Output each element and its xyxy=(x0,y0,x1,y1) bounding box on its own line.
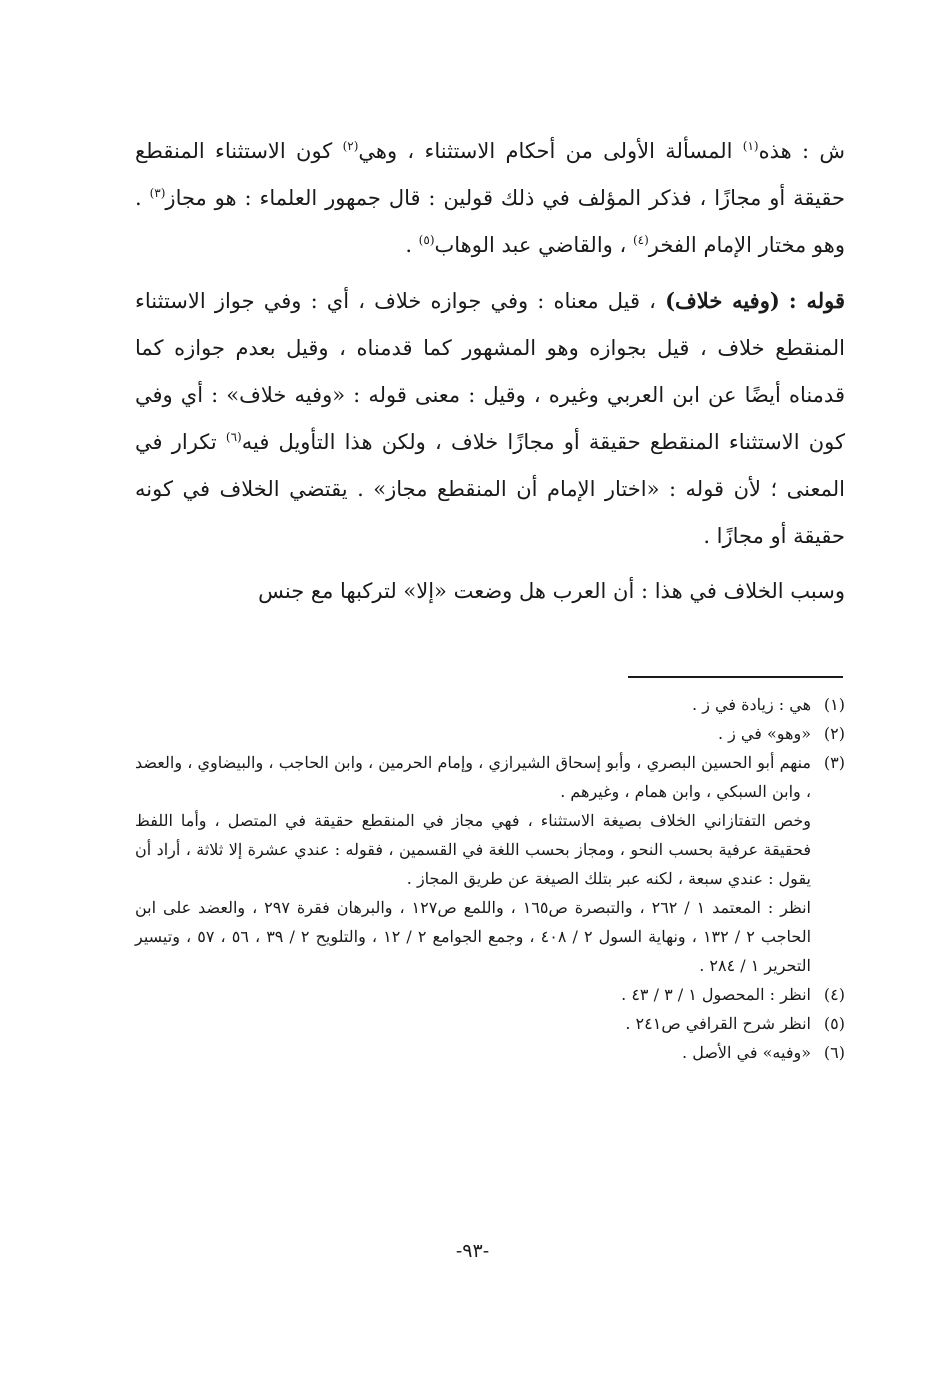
p1-segment: المسألة الأولى من أحكام الاستثناء ، وهي xyxy=(358,139,743,163)
footnote-text: وخص التفتازاني الخلاف بصيغة الاستثناء ، فهي مجاز في المنقطع حقيقة في المتصل ، وأما اللفظ فحقيقة عرفية بحسب النحو ، ومجاز بحسب اللغة في القسمين ، فقوله : عندي عشرة إلا ثلاثة ، أراد أن يقول : عندي سبعة ، لكنه عبر بتلك الصيغة عن طريق المجاز . xyxy=(135,811,812,888)
footnote-text: «وهو» في ز . xyxy=(717,724,811,743)
p1-segment: كون الاستثناء المنقطع حقيقة أو مجازًا ، فذكر المؤلف في ذلك قولين : قال جمهور العلماء : هو مجاز xyxy=(135,139,845,210)
p2-segment: ، قيل معناه : وفي جوازه خلاف ، أي : وفي جواز الاستثناء المنقطع خلاف ، قيل بجوازه وهو المشهور كما قدمناه ، وقيل بعدم جوازه كما قدمناه أيضًا عن ابن العربي وغيره ، وقيل : معنى قوله : «وفيه خلاف» : أي وفي كون الاستثناء المنقطع حقيقة أو مجازًا خلاف ، ولكن هذا التأويل فيه xyxy=(135,289,845,454)
footnote-text: انظر شرح القرافي ص٢٤١ . xyxy=(625,1014,811,1033)
footnote-text: هي : زيادة في ز . xyxy=(692,695,811,714)
footnote-number: (٢) xyxy=(823,724,845,743)
footnote-separator xyxy=(628,676,843,678)
footnote-ref-2: (٢) xyxy=(342,139,359,153)
p1-segment: ش : هذه xyxy=(758,139,845,163)
p1-segment: ، والقاضي عبد الوهاب xyxy=(434,233,633,257)
footnote-number: (٣) xyxy=(823,753,845,772)
footnote-2 xyxy=(135,719,845,748)
page-number: -٩٣- xyxy=(455,1240,490,1262)
footnote-ref-4: (٤) xyxy=(632,233,649,247)
footnote-text: انظر : المعتمد ١ / ٢٦٢ ، والتبصرة ص١٦٥ ، واللمع ص١٢٧ ، والبرهان فقرة ٢٩٧ ، والعضد على ابن الحاجب ٢ / ١٣٢ ، ونهاية السول ٢ / ٤٠٨ ، وجمع الجوامع ٢ / ١٢ ، والتلويح ٢ / ٣٩ ، ٥٦ ، ٥٧ ، وتيسير التحرير ١ / ٢٨٤ . xyxy=(135,898,812,975)
footnote-number: (١) xyxy=(823,695,845,714)
main-text xyxy=(135,128,845,615)
footnote-6 xyxy=(135,1038,845,1067)
paragraph-1 xyxy=(135,128,845,269)
footnote-ref-6: (٦) xyxy=(225,430,242,444)
footnote-4 xyxy=(135,980,845,1009)
p2-segment: تكرار في المعنى ؛ لأن قوله : «اختار الإمام أن المنقطع مجاز» . يقتضي الخلاف في كونه حقيقة أو مجازًا . xyxy=(135,430,845,548)
footnote-number: (٤) xyxy=(823,985,845,1004)
footnotes xyxy=(135,690,845,1067)
footnote-5 xyxy=(135,1009,845,1038)
footnote-3 xyxy=(135,748,845,980)
footnote-text: انظر : المحصول ١ / ٣ / ٤٣ . xyxy=(621,985,811,1004)
footnote-number: (٦) xyxy=(823,1043,845,1062)
footnote-1 xyxy=(135,690,845,719)
footnote-ref-1: (١) xyxy=(742,139,759,153)
quote-label: قوله : xyxy=(788,288,845,313)
p1-segment: . xyxy=(405,233,419,257)
paragraph-3: وسبب الخلاف في هذا : أن العرب هل وضعت «إلا» لتركبها مع جنس xyxy=(258,579,845,603)
p1-segment: . وهو مختار الإمام الفخر xyxy=(135,186,845,257)
quoted-phrase: (وفيه خلاف) xyxy=(665,288,780,313)
footnote-text: «وفيه» في الأصل . xyxy=(682,1043,811,1062)
footnote-text: منهم أبو الحسين البصري ، وأبو إسحاق الشيرازي ، وإمام الحرمين ، وابن الحاجب ، والبيضاوي ، والعضد ، وابن السبكي ، وابن همام ، وغيرهم . xyxy=(135,753,811,801)
footnote-ref-5: (٥) xyxy=(418,233,435,247)
footnote-number: (٥) xyxy=(823,1014,845,1033)
paragraph-2 xyxy=(135,277,845,560)
footnote-ref-3: (٣) xyxy=(149,186,166,200)
